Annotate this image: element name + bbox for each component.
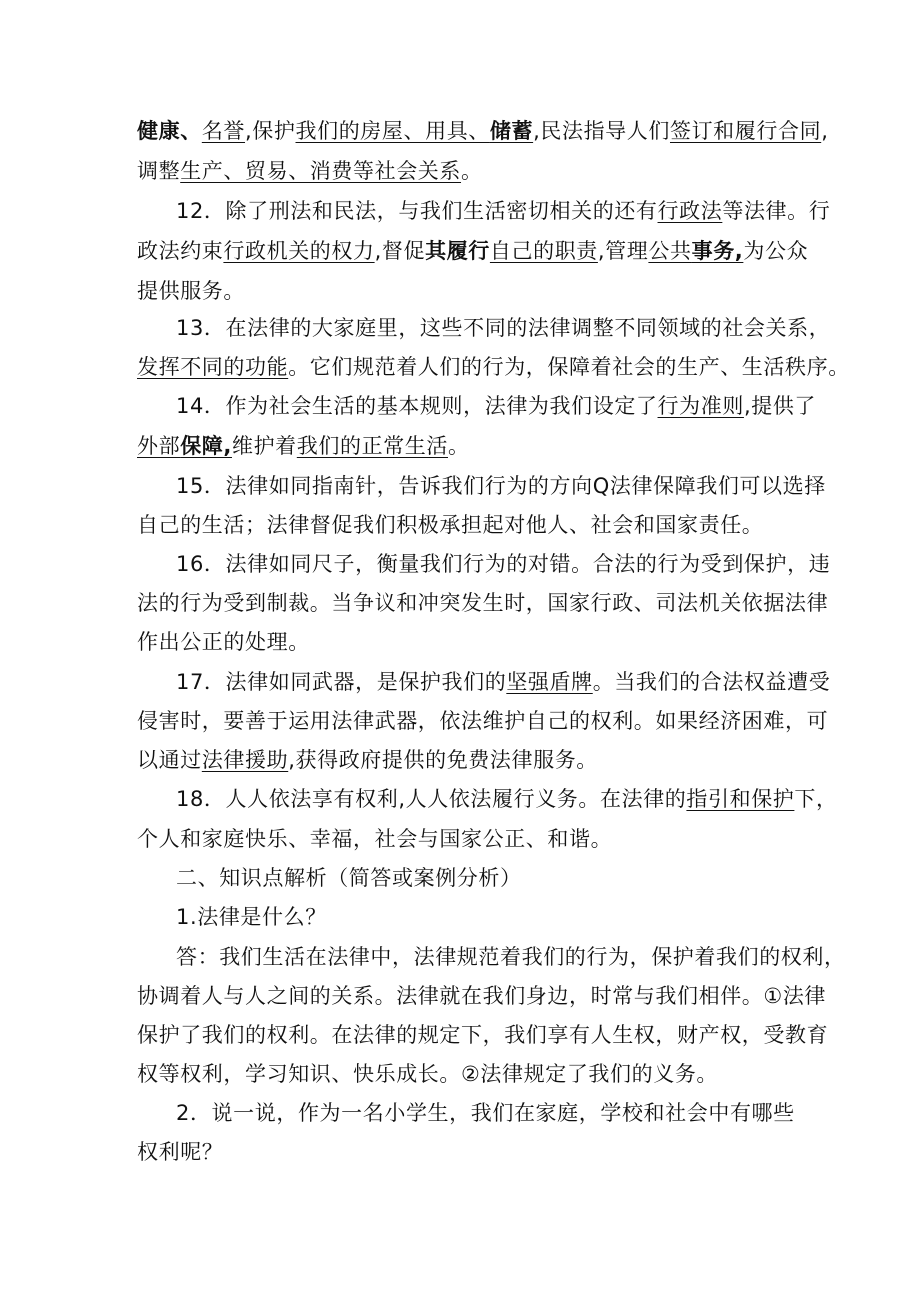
text-segment: 其履行	[425, 239, 490, 263]
text-segment: 等法律。行	[722, 199, 831, 223]
text-segment: 健康、	[137, 119, 202, 143]
text-line	[176, 784, 838, 814]
text-line	[137, 431, 470, 461]
text-line	[137, 1020, 828, 1050]
text-segment: 18．人人依法享有权利,人人依法履行义务。在法律的	[176, 787, 687, 811]
text-segment: 。	[448, 434, 470, 458]
text-segment: 维护着	[231, 434, 297, 458]
text-line	[137, 1137, 223, 1167]
text-segment: 个人和家庭快乐、幸福，社会与国家公正、和谐。	[137, 827, 613, 851]
text-segment: 为公众	[743, 239, 809, 263]
text-line	[176, 667, 830, 697]
underlined-term: 指引和保护	[686, 787, 795, 811]
text-segment: 保护了我们的权利。在法律的规定下，我们享有人生权，财产权，受教育	[137, 1023, 829, 1047]
underlined-term: 外部	[137, 434, 181, 458]
text-segment: 。它们规范着人们的行为，保障着社会的生产、生活秩序。	[288, 355, 850, 379]
text-line	[137, 276, 245, 306]
text-segment: 协调着人与人之间的关系。法律就在我们身边，时常与我们相伴。①法律	[137, 984, 827, 1008]
text-segment: 15．法律如同指南针，告诉我们行为的方向Q法律保障我们可以选择	[176, 474, 826, 498]
text-line	[137, 706, 828, 736]
text-line	[137, 1059, 718, 1089]
text-segment: 12．除了刑法和民法，与我们生活密切相关的还有	[176, 199, 658, 223]
text-segment: 侵害时，要善于运用法律武器，依法维护自己的权利。如果经济困难，可	[137, 709, 829, 733]
text-segment: ,督促	[374, 239, 426, 263]
text-line	[137, 352, 850, 382]
text-line	[137, 627, 310, 657]
text-segment: 以通过	[137, 748, 202, 772]
text-line	[137, 236, 808, 266]
text-segment: ,提供了	[743, 394, 817, 418]
text-segment: 政法约束	[137, 239, 224, 263]
underlined-term: 事务,	[691, 239, 744, 263]
underlined-term: 行政机关的权力	[223, 239, 375, 263]
text-segment: 提供服务。	[137, 279, 245, 303]
underlined-term: 法律援助	[201, 748, 289, 772]
text-segment: 调整	[137, 159, 181, 183]
text-line	[137, 156, 483, 186]
underlined-term: 生产、贸易、消费等社会关系	[180, 159, 462, 183]
text-segment: 作出公正的处理。	[137, 630, 310, 654]
text-segment: 。	[461, 159, 483, 183]
text-segment: ,保护	[245, 119, 296, 143]
text-segment: ,	[821, 119, 829, 143]
text-segment: 17．法律如同武器，是保护我们的	[176, 670, 507, 694]
underlined-term: 自己的职责	[489, 239, 598, 263]
text-segment: 2．说一说，作为一名小学生，我们在家庭，学校和社会中有哪些	[176, 1101, 795, 1125]
text-segment: ,管理	[597, 239, 649, 263]
text-segment: 权等权利，学习知识、快乐成长。②法律规定了我们的义务。	[137, 1062, 719, 1086]
underlined-term: 我们的房屋、用具、	[295, 119, 490, 143]
text-segment: ,民法指导人们	[533, 119, 670, 143]
text-segment: 。当我们的合法权益遭受	[592, 670, 831, 694]
text-segment: 1.法律是什么？	[176, 905, 327, 929]
underlined-term: 公共	[648, 239, 692, 263]
text-line	[176, 942, 846, 972]
text-line	[137, 116, 828, 146]
text-segment: 法的行为受到制裁。当争议和冲突发生时，国家行政、司法机关依据法律	[137, 591, 829, 615]
underlined-term: 坚强盾牌	[506, 670, 593, 694]
text-line	[176, 313, 830, 343]
text-segment: 权利呢？	[137, 1140, 224, 1164]
text-line	[137, 588, 828, 618]
text-segment: 答：我们生活在法律中，法律规范着我们的行为，保护着我们的权利，	[176, 945, 846, 969]
text-line	[176, 391, 816, 421]
underlined-term: 行政法	[657, 199, 723, 223]
underlined-term: 我们的正常生活	[296, 434, 448, 458]
text-segment: ,获得政府提供的免费法律服务。	[288, 748, 598, 772]
underlined-term: 名誉	[201, 119, 246, 143]
text-segment: 二、知识点解析（简答或案例分析）	[176, 866, 522, 890]
text-segment: 16．法律如同尺子，衡量我们行为的对错。合法的行为受到保护，违	[176, 552, 831, 576]
text-line	[176, 549, 830, 579]
question-heading	[176, 1098, 795, 1128]
text-segment: 自己的生活；法律督促我们积极承担起对他人、社会和国家责任。	[137, 513, 764, 537]
text-line	[176, 196, 830, 226]
underlined-term: 发挥不同的功能	[137, 355, 289, 379]
text-line	[137, 981, 826, 1011]
text-line	[137, 745, 598, 775]
text-line	[137, 510, 763, 540]
underlined-term: 保障,	[180, 434, 232, 458]
underlined-term: 行为准则	[657, 394, 744, 418]
text-line	[137, 824, 612, 854]
text-line	[176, 471, 826, 501]
underlined-term: 储蓄	[489, 119, 534, 143]
text-segment: 13．在法律的大家庭里，这些不同的法律调整不同领域的社会关系，	[176, 316, 831, 340]
section-heading	[176, 863, 522, 893]
text-segment: 下，	[794, 787, 838, 811]
question-heading	[176, 902, 327, 932]
underlined-term: 签订和履行合同	[669, 119, 822, 143]
text-segment: 14．作为社会生活的基本规则，法律为我们设定了	[176, 394, 658, 418]
